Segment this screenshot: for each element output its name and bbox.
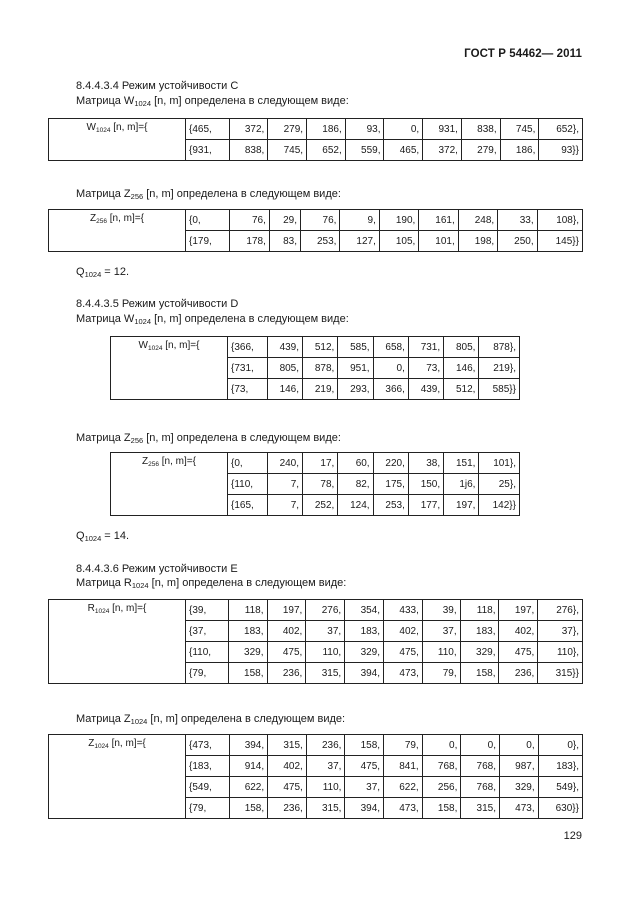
matrix-cell: 101, <box>419 231 458 252</box>
matrix-cell: 25}, <box>479 474 520 495</box>
matrix-cell: 38, <box>408 453 443 474</box>
caption-z256-d: Матрица $Z_{256}$ [n, m] определена в следующем виде: <box>76 432 341 445</box>
matrix-cell: 372, <box>229 119 268 140</box>
matrix-cell: 293, <box>338 379 373 400</box>
matrix-cell: 252, <box>303 495 338 516</box>
matrix-cell: 433, <box>384 600 423 621</box>
matrix-cell: 37, <box>422 621 460 642</box>
matrix-cell: 190, <box>379 210 418 231</box>
matrix-row <box>49 600 583 621</box>
matrix-cell: 805, <box>444 337 479 358</box>
matrix-cell: 276, <box>306 600 345 621</box>
matrix-cell: 110}, <box>538 642 583 663</box>
matrix-cell: 315, <box>306 798 345 819</box>
matrix-cell: 240, <box>267 453 302 474</box>
matrix-cell: {465, <box>186 119 230 140</box>
matrix-cell: 585, <box>338 337 373 358</box>
caption-w1024-d: Матрица $W_{1024}$ [n, m] определена в следующем виде: <box>76 313 349 326</box>
matrix-cell: 150, <box>408 474 443 495</box>
matrix-cell: 931, <box>423 119 462 140</box>
matrix-cell: 9, <box>340 210 379 231</box>
matrix-cell: 745, <box>500 119 539 140</box>
matrix-table-w1024-d <box>110 336 520 400</box>
matrix-cell: 0, <box>384 119 423 140</box>
matrix-table-r1024-e <box>48 599 583 684</box>
matrix-cell: 17, <box>303 453 338 474</box>
matrix-cell: 79, <box>422 663 460 684</box>
matrix-cell: 475, <box>268 777 307 798</box>
matrix-cell: 465, <box>384 140 423 161</box>
matrix-cell: {0, <box>186 210 230 231</box>
matrix-cell: 585}} <box>479 379 520 400</box>
matrix-cell: 124, <box>338 495 373 516</box>
matrix-cell: 101}, <box>479 453 520 474</box>
matrix-cell: 110, <box>306 777 345 798</box>
matrix-cell: 394, <box>345 663 384 684</box>
matrix-cell: 118, <box>460 600 499 621</box>
matrix-cell: 1j6, <box>444 474 479 495</box>
matrix-cell: 768, <box>461 777 500 798</box>
section-title-c: 8.4.4.3.4 Режим устойчивости С <box>76 80 239 92</box>
matrix-row <box>49 735 583 756</box>
matrix-cell: 37, <box>345 777 384 798</box>
matrix-cell: 841, <box>384 756 423 777</box>
matrix-cell: 186, <box>307 119 346 140</box>
matrix-cell: 37}, <box>538 621 583 642</box>
matrix-cell: {165, <box>228 495 268 516</box>
matrix-cell: {0, <box>228 453 268 474</box>
matrix-cell: 372, <box>423 140 462 161</box>
matrix-cell: 183, <box>460 621 499 642</box>
matrix-cell: 197, <box>499 600 538 621</box>
matrix-cell: 768, <box>461 756 500 777</box>
matrix-cell: 76, <box>301 210 340 231</box>
matrix-cell: 475, <box>499 642 538 663</box>
matrix-cell: 142}} <box>479 495 520 516</box>
matrix-cell: 250, <box>498 231 537 252</box>
matrix-cell: {731, <box>228 358 268 379</box>
matrix-cell: {37, <box>186 621 229 642</box>
matrix-cell: 652, <box>307 140 346 161</box>
matrix-cell: 236, <box>306 735 345 756</box>
matrix-cell: 402, <box>384 621 423 642</box>
matrix-cell: 279, <box>461 140 500 161</box>
matrix-cell: 475, <box>267 642 306 663</box>
matrix-cell: {110, <box>228 474 268 495</box>
matrix-cell: 175, <box>373 474 408 495</box>
matrix-cell: 315, <box>461 798 500 819</box>
matrix-cell: 549}, <box>538 777 582 798</box>
matrix-cell: 7, <box>267 495 302 516</box>
matrix-cell: 183, <box>345 621 384 642</box>
section-title-e: 8.4.4.3.6 Режим устойчивости Е <box>76 563 238 575</box>
matrix-cell: 178, <box>230 231 269 252</box>
matrix-cell: 219}, <box>479 358 520 379</box>
matrix-cell: 110, <box>422 642 460 663</box>
matrix-cell: 256, <box>422 777 461 798</box>
matrix-label: $Z_{256}$ [n, m]={ <box>49 210 186 252</box>
matrix-cell: 402, <box>268 756 307 777</box>
matrix-cell: 198, <box>458 231 497 252</box>
matrix-row <box>111 453 520 474</box>
matrix-cell: 197, <box>444 495 479 516</box>
section-title-d: 8.4.4.3.5 Режим устойчивости D <box>76 298 239 310</box>
matrix-cell: 878}, <box>479 337 520 358</box>
matrix-cell: 183, <box>228 621 267 642</box>
matrix-cell: 394, <box>345 798 384 819</box>
matrix-cell: 0}, <box>538 735 582 756</box>
matrix-cell: {79, <box>186 663 229 684</box>
matrix-cell: 39, <box>422 600 460 621</box>
matrix-cell: 402, <box>267 621 306 642</box>
matrix-cell: 82, <box>338 474 373 495</box>
matrix-cell: 236, <box>268 798 307 819</box>
matrix-cell: 60, <box>338 453 373 474</box>
matrix-cell: 83, <box>269 231 300 252</box>
matrix-cell: 118, <box>228 600 267 621</box>
matrix-cell: 93, <box>345 119 384 140</box>
matrix-cell: 652}, <box>539 119 583 140</box>
matrix-cell: {183, <box>186 756 230 777</box>
matrix-cell: 146, <box>444 358 479 379</box>
matrix-cell: 110, <box>306 642 345 663</box>
matrix-cell: 473, <box>500 798 539 819</box>
matrix-cell: 559, <box>345 140 384 161</box>
matrix-cell: 105, <box>379 231 418 252</box>
matrix-cell: 366, <box>373 379 408 400</box>
matrix-label: $R_{1024}$ [n, m]={ <box>49 600 186 684</box>
matrix-cell: 236, <box>267 663 306 684</box>
matrix-cell: 127, <box>340 231 379 252</box>
matrix-cell: 394, <box>229 735 268 756</box>
matrix-row <box>49 210 583 231</box>
matrix-cell: 768, <box>422 756 461 777</box>
matrix-row <box>111 337 520 358</box>
matrix-cell: 512, <box>303 337 338 358</box>
matrix-cell: {931, <box>186 140 230 161</box>
matrix-cell: 177, <box>408 495 443 516</box>
matrix-cell: 329, <box>500 777 539 798</box>
matrix-cell: 315}} <box>538 663 583 684</box>
matrix-label: $Z_{1024}$ [n, m]={ <box>49 735 186 819</box>
matrix-cell: 197, <box>267 600 306 621</box>
matrix-cell: 658, <box>373 337 408 358</box>
matrix-cell: {73, <box>228 379 268 400</box>
matrix-cell: 145}} <box>537 231 582 252</box>
matrix-cell: 329, <box>460 642 499 663</box>
matrix-cell: {39, <box>186 600 229 621</box>
matrix-cell: 439, <box>408 379 443 400</box>
matrix-cell: 402, <box>499 621 538 642</box>
matrix-cell: 78, <box>303 474 338 495</box>
matrix-cell: 0, <box>500 735 539 756</box>
matrix-cell: 622, <box>229 777 268 798</box>
matrix-cell: 76, <box>230 210 269 231</box>
matrix-cell: 33, <box>498 210 537 231</box>
matrix-cell: 253, <box>301 231 340 252</box>
matrix-cell: 731, <box>408 337 443 358</box>
matrix-cell: {473, <box>186 735 230 756</box>
matrix-cell: 354, <box>345 600 384 621</box>
matrix-cell: 745, <box>268 140 307 161</box>
matrix-cell: 473, <box>384 663 423 684</box>
matrix-cell: 622, <box>384 777 423 798</box>
matrix-cell: 878, <box>303 358 338 379</box>
document-id: ГОСТ Р 54462— 2011 <box>464 48 582 60</box>
matrix-cell: 805, <box>267 358 302 379</box>
matrix-cell: 183}, <box>538 756 582 777</box>
matrix-cell: {79, <box>186 798 230 819</box>
matrix-cell: 276}, <box>538 600 583 621</box>
matrix-cell: 0, <box>422 735 461 756</box>
matrix-cell: {110, <box>186 642 229 663</box>
matrix-cell: 329, <box>228 642 267 663</box>
matrix-cell: 108}, <box>537 210 582 231</box>
matrix-cell: 987, <box>500 756 539 777</box>
matrix-cell: 329, <box>345 642 384 663</box>
matrix-cell: 29, <box>269 210 300 231</box>
matrix-cell: 158, <box>228 663 267 684</box>
matrix-cell: 236, <box>499 663 538 684</box>
matrix-cell: 220, <box>373 453 408 474</box>
matrix-cell: 475, <box>384 642 423 663</box>
matrix-label: $Z_{256}$ [n, m]={ <box>111 453 228 516</box>
caption-r1024-e: Матрица $R_{1024}$ [n, m] определена в следующем виде: <box>76 577 347 590</box>
matrix-cell: 248, <box>458 210 497 231</box>
matrix-cell: 7, <box>267 474 302 495</box>
matrix-cell: 0, <box>461 735 500 756</box>
matrix-cell: 73, <box>408 358 443 379</box>
matrix-cell: 253, <box>373 495 408 516</box>
matrix-label: $W_{1024}$ [n, m]={ <box>111 337 228 400</box>
matrix-cell: {179, <box>186 231 230 252</box>
caption-z256-c: Матрица $Z_{256}$ [n, m] определена в следующем виде: <box>76 188 341 201</box>
matrix-cell: 0, <box>373 358 408 379</box>
matrix-cell: 158, <box>460 663 499 684</box>
matrix-cell: 161, <box>419 210 458 231</box>
matrix-cell: 315, <box>268 735 307 756</box>
matrix-cell: 151, <box>444 453 479 474</box>
matrix-cell: {549, <box>186 777 230 798</box>
matrix-table-w1024-c <box>48 118 583 161</box>
matrix-cell: 37, <box>306 621 345 642</box>
page-number: 129 <box>563 830 582 842</box>
matrix-cell: 146, <box>267 379 302 400</box>
matrix-cell: 79, <box>384 735 423 756</box>
matrix-cell: 838, <box>461 119 500 140</box>
matrix-cell: {366, <box>228 337 268 358</box>
matrix-cell: 512, <box>444 379 479 400</box>
matrix-cell: 158, <box>345 735 384 756</box>
matrix-table-z1024-e <box>48 734 583 819</box>
matrix-cell: 315, <box>306 663 345 684</box>
matrix-cell: 219, <box>303 379 338 400</box>
matrix-table-z256-c <box>48 209 583 252</box>
matrix-cell: 158, <box>422 798 461 819</box>
matrix-cell: 186, <box>500 140 539 161</box>
matrix-cell: 838, <box>229 140 268 161</box>
matrix-cell: 473, <box>384 798 423 819</box>
q-value-c: $Q_{1024} = 12$. <box>76 266 130 279</box>
matrix-cell: 914, <box>229 756 268 777</box>
matrix-cell: 279, <box>268 119 307 140</box>
matrix-cell: 951, <box>338 358 373 379</box>
matrix-label: $W_{1024}$ [n, m]={ <box>49 119 186 161</box>
matrix-cell: 37, <box>306 756 345 777</box>
caption-w1024-c: Матрица $W_{1024}$ [n, m] определена в следующем виде: <box>76 95 349 108</box>
matrix-cell: 475, <box>345 756 384 777</box>
matrix-row <box>49 119 583 140</box>
q-value-d: $Q_{1024} = 14$. <box>76 530 130 543</box>
matrix-cell: 158, <box>229 798 268 819</box>
matrix-cell: 439, <box>267 337 302 358</box>
caption-z1024-e: Матрица $Z_{1024}$ [n, m] определена в следующем виде: <box>76 713 346 726</box>
matrix-cell: 630}} <box>538 798 582 819</box>
matrix-table-z256-d <box>110 452 520 516</box>
matrix-cell: 93}} <box>539 140 583 161</box>
